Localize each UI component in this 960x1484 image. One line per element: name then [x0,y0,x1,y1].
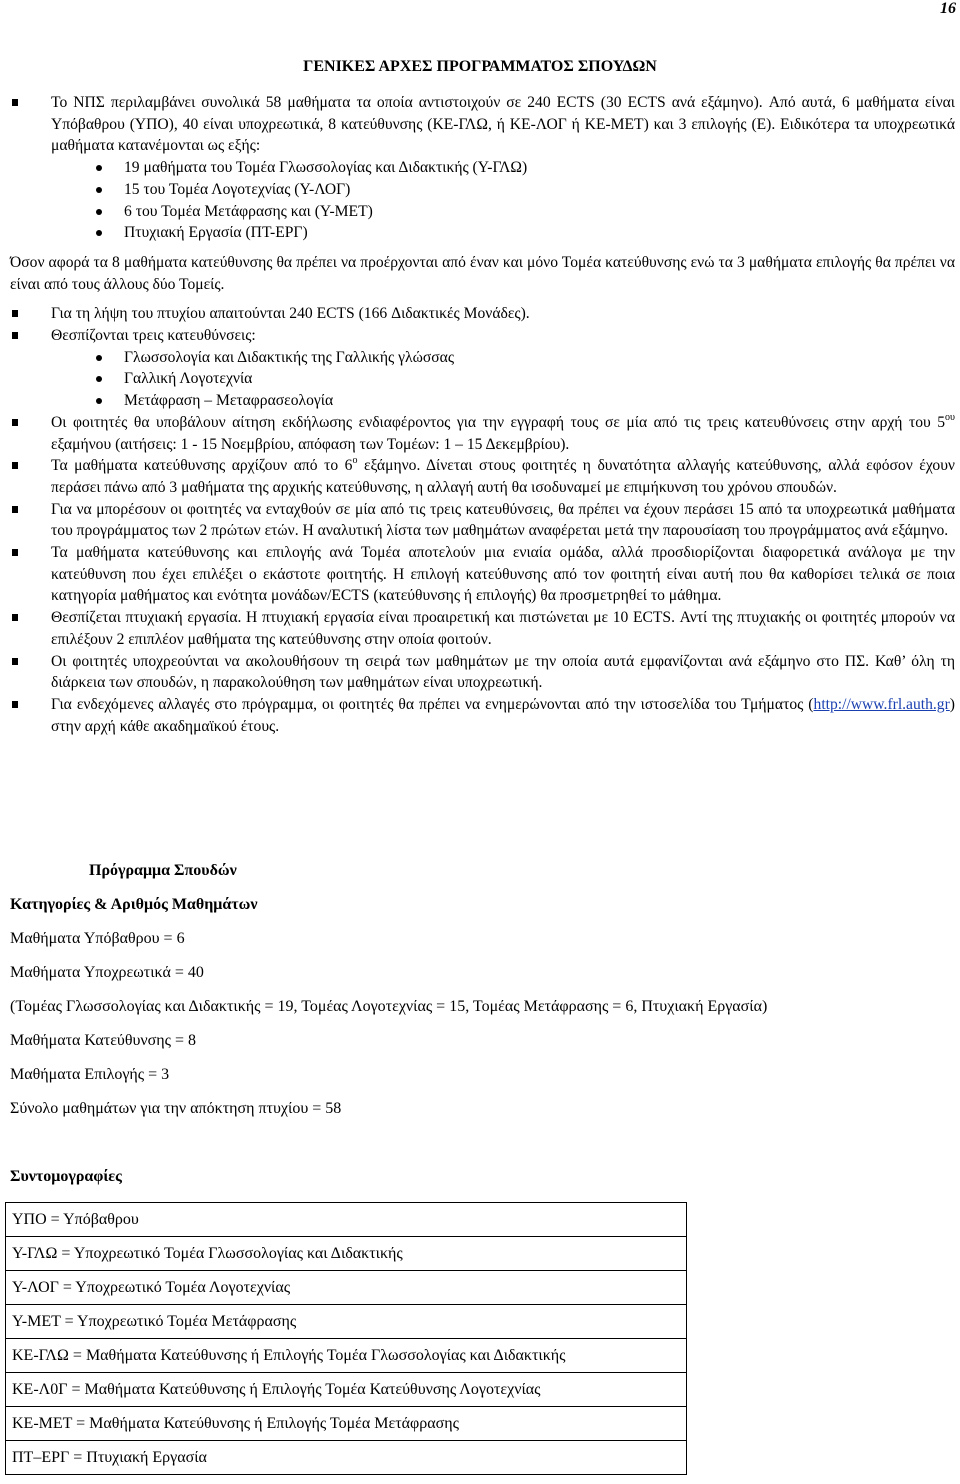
bullet-application [10,412,955,455]
abbreviations-table [5,1202,687,1475]
table-row [6,1373,687,1407]
bullet-directions: Θεσπίζονται τρεις κατευθύνσεις: [10,325,955,347]
bullet-degree: Για τη λήψη του πτυχίου απαιτούνται 240 ECTS (166 Διδακτικές Μονάδες). [10,303,955,325]
start-text-2: εξάμηνο. Δίνεται στους φοιτητές η δυνατότητα αλλαγής κατεύθυνσης, αλλά εφόσον έχουν περάσει πάνω από 3 μαθήματα της αρχικής κατεύθυνσης, η αλλαγή αυτή θα ισοδυναμεί με επιμήκυνση του χρόνου σπουδών. [51,457,955,496]
paragraph-direction-courses: Όσον αφορά τα 8 μαθήματα κατεύθυνσης θα πρέπει να προέρχονται από έναν και μόνο Τομέα κατεύθυνσης ενώ τα 3 μαθήματα επιλογής θα πρέπει να είναι από τους άλλους δύο Τομείς. [10,253,955,293]
superscript: ο [352,455,358,467]
superscript: ου [945,411,955,423]
list-item: 19 μαθήματα του Τομέα Γλωσσολογίας και Διδακτικής (Υ-ΓΛΩ) [10,157,955,179]
bullet-changes [10,694,955,737]
bullet-intro: Το ΝΠΣ περιλαμβάνει συνολικά 58 μαθήματα τα οποία αντιστοιχούν σε 240 ECTS (30 ECTS ανά εξάμηνο). Από αυτά, 6 μαθήματα είναι Υπόβαθρου (ΥΠΟ), 40 είναι υποχρεωτικά, 8 κατεύθυνσης (ΚΕ-ΓΛΩ, ή ΚΕ-ΛΟΓ ή ΚΕ-ΜΕΤ) και 3 επιλογής (Ε). Ειδικότερα τα υποχρεωτικά μαθήματα κατανέμονται ως εξής: [10,92,955,157]
list-item: Μετάφραση – Μεταφρασεολογία [10,390,955,412]
stat-line: Μαθήματα Υπόβαθρου = 6 [10,930,185,947]
list-item: Γλωσσολογία και Διδακτικής της Γαλλικής γλώσσας [10,347,955,369]
stat-line: Μαθήματα Κατεύθυνσης = 8 [10,1032,196,1049]
table-cell: Υ-ΜΕΤ = Υποχρεωτικό Τομέα Μετάφρασης [6,1305,687,1339]
table-row [6,1271,687,1305]
table-cell: ΚΕ-ΓΛΩ = Μαθήματα Κατεύθυνσης ή Επιλογής Τομέα Γλωσσολογίας και Διδακτικής [6,1339,687,1373]
table-cell: ΥΠΟ = Υπόβαθρου [6,1203,687,1237]
categories-title: Κατηγορίες & Αριθμός Μαθημάτων [10,896,258,913]
bullet-courses: Τα μαθήματα κατεύθυνσης και επιλογής ανά Τομέα αποτελούν μια ενιαία ομάδα, αλλά προσδιορίζονται διαφορετικά ανάλογα με την κατεύθυνση που έχει επιλέξει ο εκάστοτε φοιτητής. Η επιλογή κατεύθυνσης από τον φοιτητή είναι αυτή που θα καθορίσει τελικά σε ποια κατηγορία μαθήματος και ενότητα μονάδων/ECTS (κατεύθυνσης ή επιλογής) θα προσμετρηθεί το μάθημα. [10,542,955,607]
department-website-link[interactable]: http://www.frl.auth.gr [813,695,950,713]
bullet-thesis: Θεσπίζεται πτυχιακή εργασία. Η πτυχιακή εργασία είναι προαιρετική και πιστώνεται με 10 ECTS. Αντί της πτυχιακής οι φοιτητές μπορούν να επιλέξουν 2 επιπλέον μαθήματα της κατεύθυνσης στην οποία φοιτούν. [10,607,955,650]
table-cell: ΚΕ-Λ0Γ = Μαθήματα Κατεύθυνσης ή Επιλογής Τομέα Κατεύθυνσης Λογοτεχνίας [6,1373,687,1407]
table-row [6,1407,687,1441]
stat-line: Μαθήματα Υποχρεωτικά = 40 [10,964,204,981]
table-cell: Υ-ΓΛΩ = Υποχρεωτικό Τομέα Γλωσσολογίας και Διδακτικής [6,1237,687,1271]
table-cell: ΠΤ–ΕΡΓ = Πτυχιακή Εργασία [6,1441,687,1475]
table-row [6,1441,687,1475]
bullet-enter-direction: Για να μπορέσουν οι φοιτητές να ενταχθούν σε μία από τις τρεις κατευθύνσεις, θα πρέπει να έχουν περάσει 15 από τα υποχρεωτικά μαθήματα του προγράμματος των 2 πρώτων ετών. Η αναλυτική λίστα των μαθημάτων αναφέρεται μετά την παρουσίαση του προγράμματος ανά εξάμηνο. [10,499,955,542]
list-item: Πτυχιακή Εργασία (ΠΤ-ΕΡΓ) [10,222,955,244]
table-row [6,1305,687,1339]
table-row [6,1237,687,1271]
list-item: 6 του Τομέα Μετάφρασης και (Υ-ΜΕΤ) [10,201,955,223]
stat-line: (Τομέας Γλωσσολογίας και Διδακτικής = 19, Τομέας Λογοτεχνίας = 15, Τομέας Μετάφρασης = 6, Πτυχιακή Εργασία) [10,998,768,1015]
changes-text-2: ) στην αρχή κάθε ακαδημαϊκού έτους. [51,695,955,735]
table-cell: Υ-ΛΟΓ = Υποχρεωτικό Τομέα Λογοτεχνίας [6,1271,687,1305]
application-text-2: εξαμήνου (αιτήσεις: 1 - 15 Νοεμβρίου, απόφαση των Τομέων: 1 – 15 Δεκεμβρίου). [51,435,570,453]
table-row [6,1339,687,1373]
bullet-order: Οι φοιτητές υποχρεούνται να ακολουθήσουν τη σειρά των μαθημάτων με την οποία αυτά εμφανίζονται ανά εξάμηνο στο ΠΣ. Καθ’ όλη τη διάρκεια των σπουδών, η παρακολούθηση των μαθημάτων είναι υποχρεωτική. [10,651,955,694]
page-title: ΓΕΝΙΚΕΣ ΑΡΧΕΣ ΠΡΟΓΡΑΜΜΑΤΟΣ ΣΠΟΥΔΩΝ [303,58,657,75]
changes-text-1: Για ενδεχόμενες αλλαγές στο πρόγραμμα, οι φοιτητές θα πρέπει να ενημερώνονται από την ιστοσελίδα του Τμήματος ( [51,695,814,713]
bullet-start-semester [10,455,955,498]
application-text-1: Οι φοιτητές θα υποβάλουν αίτηση εκδήλωσης ενδιαφέροντος για την εγγραφή τους σε μία από τις τρεις κατευθύνσεις στην αρχή του 5 [51,413,946,431]
table-cell: ΚΕ-ΜΕΤ = Μαθήματα Κατεύθυνσης ή Επιλογής Τομέα Μετάφρασης [6,1407,687,1441]
abbreviations-title: Συντομογραφίες [10,1168,122,1185]
program-title: Πρόγραμμα Σπουδών [89,862,237,879]
list-item: Γαλλική Λογοτεχνία [10,368,955,390]
page-number: 16 [940,0,956,17]
general-principles-section [10,92,955,737]
start-text-1: Τα μαθήματα κατεύθυνσης αρχίζουν από το 6 [51,457,353,475]
stat-line: Σύνολο μαθημάτων για την απόκτηση πτυχίου = 58 [10,1100,342,1117]
list-item: 15 του Τομέα Λογοτεχνίας (Υ-ΛΟΓ) [10,179,955,201]
stat-line: Μαθήματα Επιλογής = 3 [10,1066,170,1083]
table-row [6,1203,687,1237]
